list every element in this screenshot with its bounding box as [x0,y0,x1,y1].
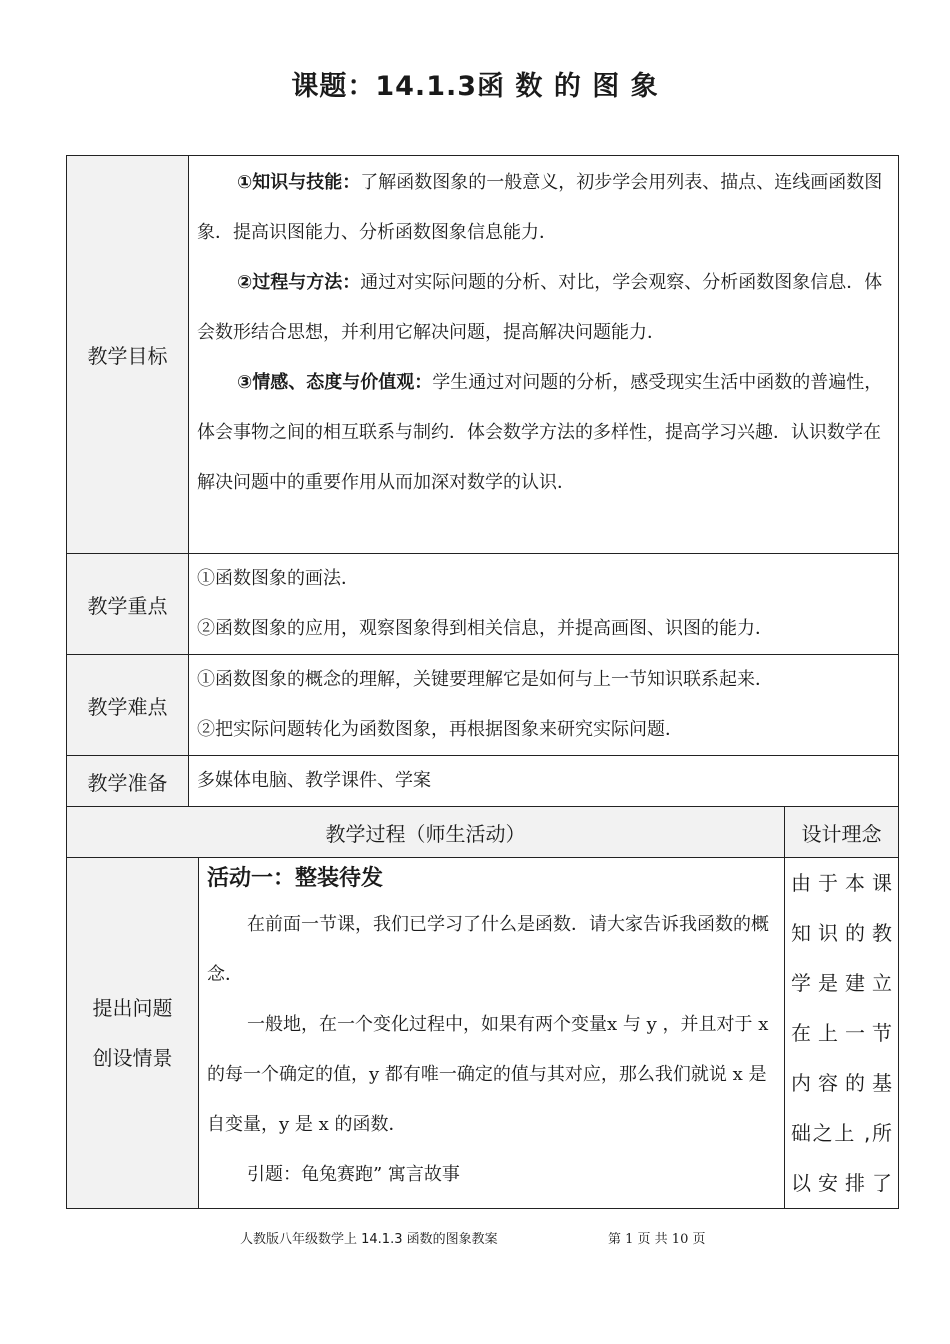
preparation-label: 教学准备 [67,756,189,807]
objective-knowledge-head: ①知识与技能： [237,172,361,193]
activity-title: 活动一：整装待发 [207,866,384,891]
activity-content [199,858,785,1209]
key-point-2: ②函数图象的应用，观察图象得到相关信息，并提高画图、识图的能力． [197,618,773,639]
key-points-label: 教学重点 [67,554,189,655]
design-concept-cell [785,858,899,1209]
objective-process-body: 通过对实际问题的分析、对比，学会观察、分析函数图象信息．体会数形结合思想，并利用它解决问题，提高解决问题能力． [197,272,883,343]
design-line: 础之上 ,所 [791,1121,893,1145]
objective-knowledge [197,158,890,258]
design-line: 由于本课 [791,871,893,895]
preparation-value: 多媒体电脑、教学课件、学案 [189,756,899,807]
footer-page-number: 第 1 页 共 10 页 [608,1232,706,1247]
footer-doc-name: 人教版八年级数学上 14.1.3 函数的图象教案 [240,1232,498,1247]
difficulties-row [67,655,899,756]
objective-process-head: ②过程与方法： [237,272,361,293]
objectives-label: 教学目标 [67,156,189,554]
preparation-row [67,756,899,807]
activity-stage-line1: 提出问题 [92,996,173,1020]
objectives-row [67,156,899,554]
design-line: 知识的教 [791,921,893,945]
process-header-row [67,807,899,858]
design-line: 在上一节 [791,1021,893,1045]
objective-attitude-head: ③情感、态度与价值观： [237,372,433,393]
objective-attitude [197,358,890,508]
difficulties-content [189,655,899,756]
activity-para-1: 在前面一节课，我们已学习了什么是函数．请大家告诉我函数的概念． [207,914,769,985]
activity-para-2: 一般地，在一个变化过程中，如果有两个变量x 与 y ，并且对于 x 的每一个确定的值，y 都有唯一确定的值与其对应，那么我们就说 x 是自变量，y 是 x 的函数． [207,1014,769,1135]
design-line: 内容的基 [791,1071,893,1095]
objective-attitude-body: 学生通过对问题的分析，感受现实生活中函数的普遍性，体会事物之间的相互联系与制约．体会数学方法的多样性，提高学习兴趣．认识数学在解决问题中的重要作用从而加深对数学的认识． [197,372,883,493]
activity-row [67,858,899,1209]
process-header-left: 教学过程（师生活动） [67,807,785,858]
activity-para-3: 引题：龟兔赛跑” 寓言故事 [247,1164,460,1185]
objective-process [197,258,890,358]
objective-knowledge-body: 了解函数图象的一般意义，初步学会用列表、描点、连线画函数图象．提高识图能力、分析函数图象信息能力． [197,172,883,243]
difficulty-1: ①函数图象的概念的理解，关键要理解它是如何与上一节知识联系起来． [197,669,773,690]
key-points-content [189,554,899,655]
process-header-right: 设计理念 [785,807,899,858]
design-line: 以安排了 [791,1171,893,1195]
key-point-1: ①函数图象的画法． [197,568,359,589]
activity-stage-line2: 创设情景 [92,1046,173,1070]
key-points-row [67,554,899,655]
page-title: 课题：14.1.3函 数 的 图 象 [291,71,659,102]
objectives-content [189,156,899,554]
difficulty-2: ②把实际问题转化为函数图象，再根据图象来研究实际问题． [197,719,683,740]
activity-stage [67,858,199,1209]
difficulties-label: 教学难点 [67,655,189,756]
design-line: 学是建立 [791,971,893,995]
lesson-plan-table [66,155,899,1209]
